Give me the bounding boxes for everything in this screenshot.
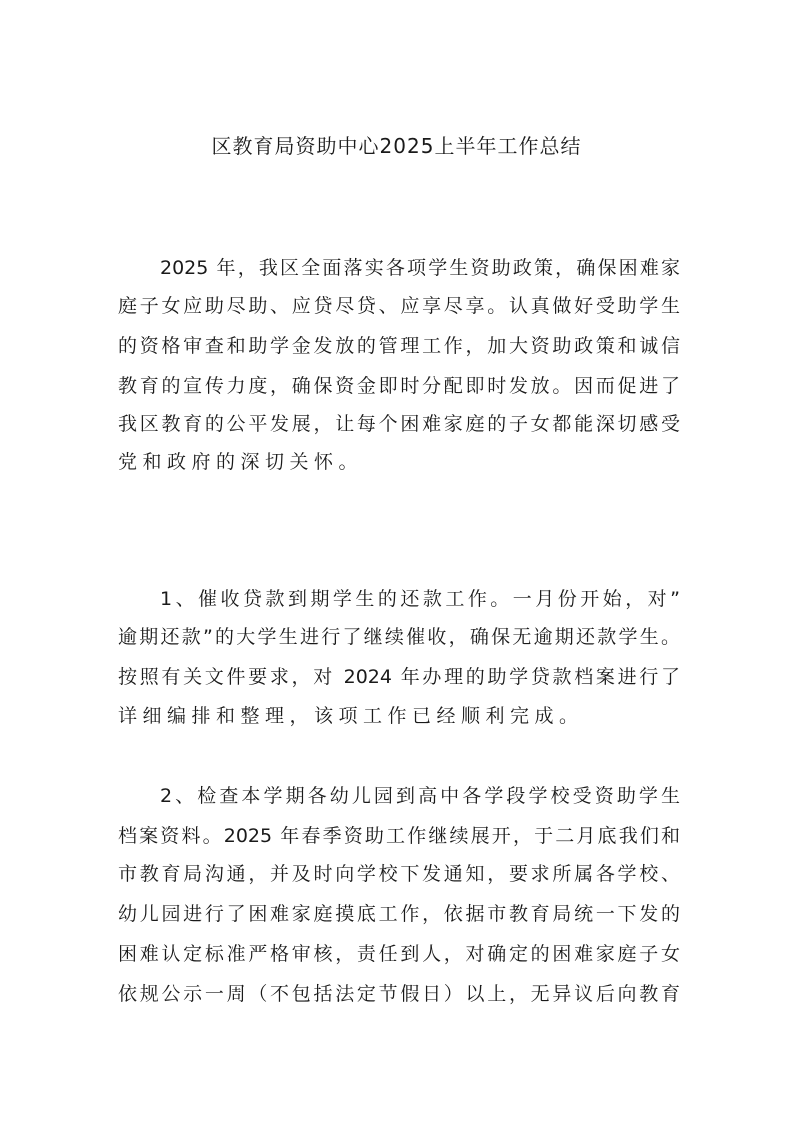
paragraph-1-line: 庭子女应助尽助、应贷尽贷、应享尽享。认真做好受助学生 [118,295,680,317]
paragraph-3-line: 2、检查本学期各幼儿园到高中各学段学校受资助学生 [160,785,680,807]
paragraph-1-line: 党和政府的深切关怀。 [118,451,364,473]
paragraph-1-line: 2025 年，我区全面落实各项学生资助政策，确保困难家 [160,257,680,279]
paragraph-3-line: 市教育局沟通，并及时向学校下发通知，要求所属各学校、 [118,863,680,885]
paragraph-3-line: 幼儿园进行了困难家庭摸底工作，依据市教育局统一下发的 [118,903,680,925]
paragraph-1-line: 的资格审查和助学金发放的管理工作，加大资助政策和诚信 [118,335,680,357]
paragraph-1-line: 教育的宣传力度，确保资金即时分配即时发放。因而促进了 [118,375,680,397]
paragraph-2-line: 按照有关文件要求，对 2024 年办理的助学贷款档案进行了 [118,666,680,688]
paragraph-1-line: 我区教育的公平发展，让每个困难家庭的子女都能深切感受 [118,413,680,435]
paragraph-2-line: 1、催收贷款到期学生的还款工作。一月份开始，对” [160,588,680,610]
paragraph-3-line: 依规公示一周（不包括法定节假日）以上，无异议后向教育 [118,983,680,1005]
page-title: 区教育局资助中心2025上半年工作总结 [211,134,582,158]
paragraph-3-line: 档案资料。2025 年春季资助工作继续展开，于二月底我们和 [118,825,680,847]
paragraph-3-line: 困难认定标准严格审核，责任到人，对确定的困难家庭子女 [118,943,680,965]
paragraph-2-line: 详细编排和整理，该项工作已经顺利完成。 [118,705,584,727]
paragraph-2-line: 逾期还款”的大学生进行了继续催收，确保无逾期还款学生。 [118,626,680,648]
